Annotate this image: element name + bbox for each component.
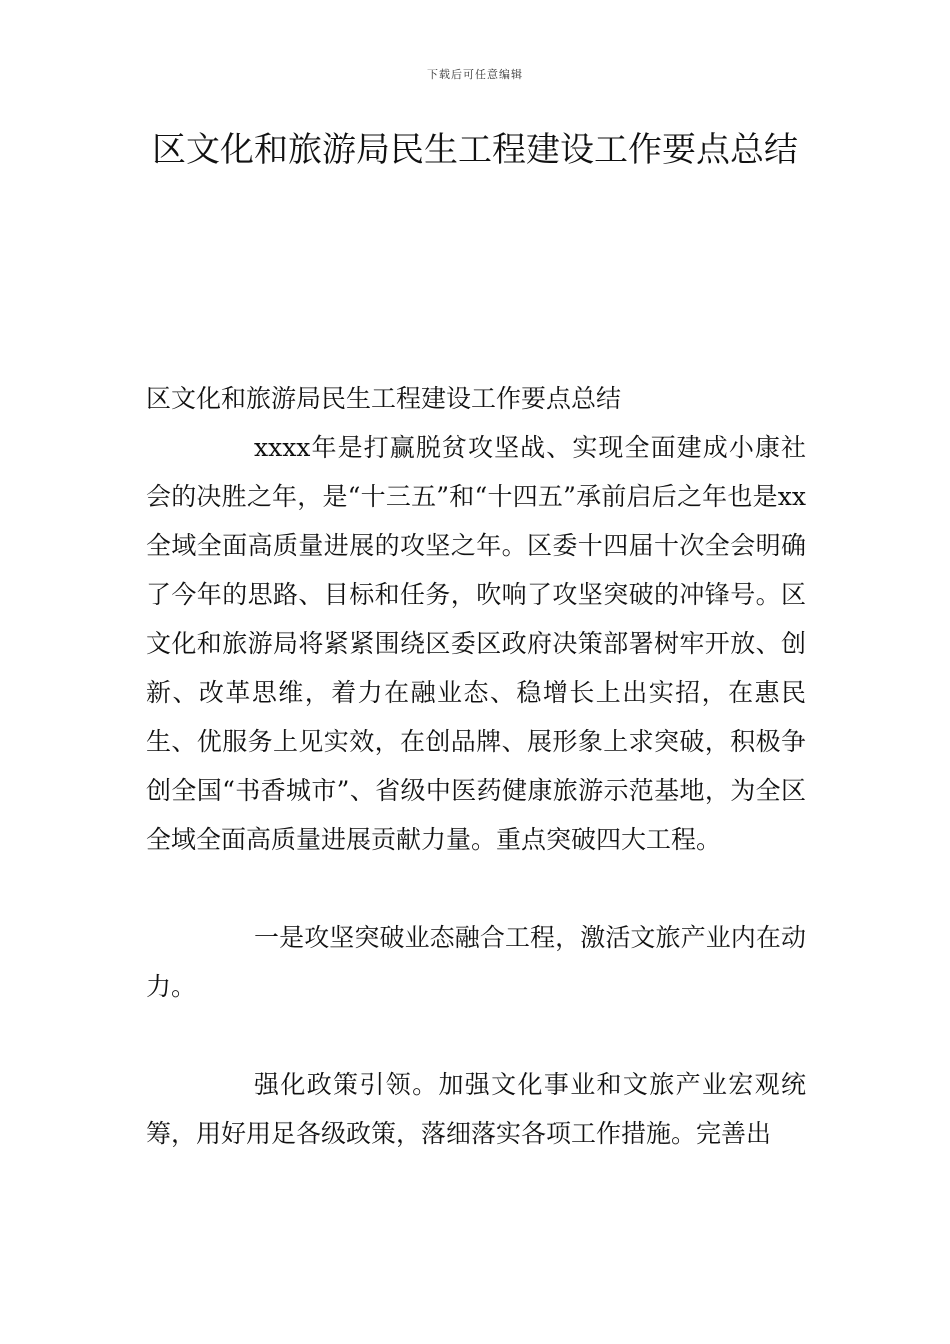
paragraph-intro: xxxx年是打赢脱贫攻坚战、实现全面建成小康社会的决胜之年，是“十三五”和“十四五”承前启后之年也是xx全域全面高质量进展的攻坚之年。区委十四届十次全会明确了今年的思路、目标和任务，吹响了攻坚突破的冲锋号。区文化和旅游局将紧紧围绕区委区政府决策部署树牢开放、创新、改革思维，着力在融业态、稳增长上出实招，在惠民生、优服务上见实效，在创品牌、展形象上求突破，积极争创全国“书香城市”、省级中医药健康旅游示范基地，为全区全域全面高质量进展贡献力量。重点突破四大工程。 bbox=[146, 433, 806, 854]
paragraph-policy: 强化政策引领。加强文化事业和文旅产业宏观统筹，用好用足各级政策，落细落实各项工作措施。完善出 bbox=[146, 1070, 806, 1148]
header-note: 下载后可任意编辑 bbox=[427, 68, 523, 81]
document-title: 区文化和旅游局民生工程建设工作要点总结 bbox=[152, 130, 798, 170]
document-subtitle: 区文化和旅游局民生工程建设工作要点总结 bbox=[146, 384, 622, 413]
paragraph-section-one: 一是攻坚突破业态融合工程，激活文旅产业内在动力。 bbox=[146, 923, 806, 1001]
document-body bbox=[146, 374, 806, 1158]
